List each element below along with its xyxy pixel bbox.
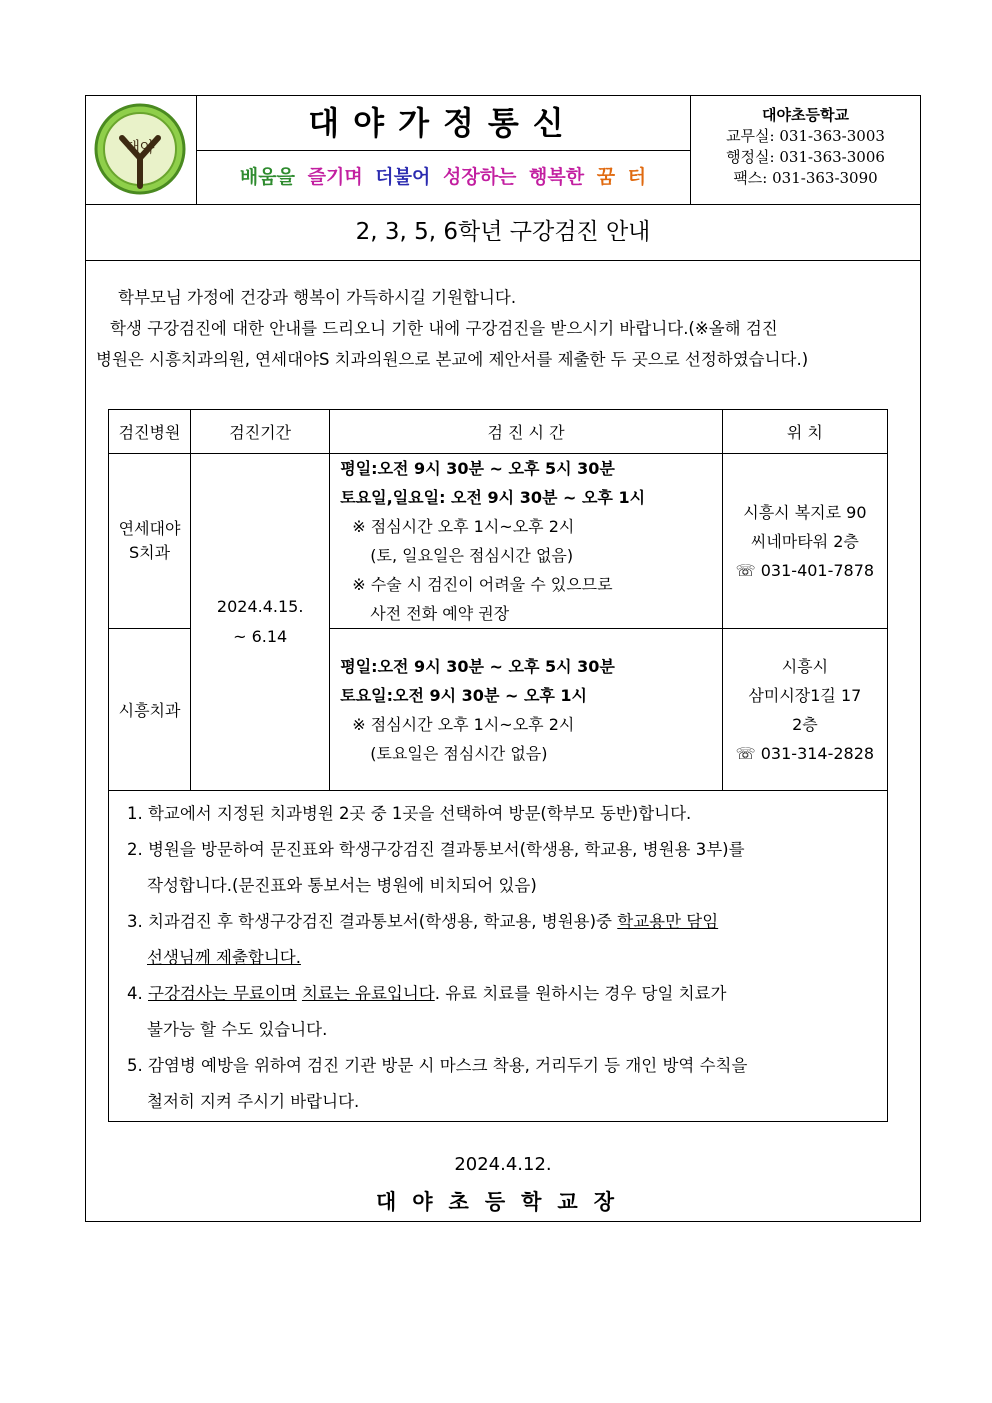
instruction-text: 3. 치과검진 후 학생구강검진 결과통보서(학생용, 학교용, 병원용)중: [127, 912, 618, 931]
address-line: 2층: [792, 714, 818, 734]
newsletter-title: 대야가정통신: [308, 104, 578, 142]
motto-word: 행복한: [529, 166, 585, 188]
intro-line: 학부모님 가정에 건강과 행복이 가득하시길 기원합니다.: [118, 288, 517, 307]
instruction-underlined: 학교용만 담임: [617, 912, 719, 931]
col-header-period: 검진기간: [191, 410, 330, 454]
motto-word: 성장하는: [442, 166, 517, 188]
instruction-item-cont: 불가능 할 수도 있습니다.: [147, 1020, 328, 1039]
instruction-item-cont: [127, 940, 873, 976]
period-start: 2024.4.15.: [216, 597, 304, 616]
phone-number: ☏ 031-314-2828: [735, 743, 875, 763]
exam-hours: [330, 454, 723, 629]
instruction-item: 2. 병원을 방문하여 문진표와 학생구강검진 결과통보서(학생용, 학교용, 병원용 3부)를: [127, 840, 745, 859]
phone-office: 교무실: 031-363-3003: [726, 127, 885, 145]
weekday-hours: 평일:오전 9시 30분 ~ 오후 5시 30분: [340, 459, 615, 478]
address-line: 삼미시장1길 17: [748, 685, 862, 705]
instruction-underlined: 구강검사는 무료이며: [148, 984, 297, 1003]
instruction-underlined: 치료는 유료입니다: [301, 984, 435, 1003]
exam-period: [191, 454, 330, 791]
logo-text: 대야: [125, 138, 155, 156]
hospital-location: [722, 629, 887, 791]
instruction-item-cont: 작성합니다.(문진표와 통보서는 병원에 비치되어 있음): [147, 876, 537, 895]
phone-number: ☏ 031-401-7878: [735, 560, 875, 580]
table-row: [109, 454, 888, 629]
surgery-note: ※ 수술 시 검진이 어려울 수 있으므로: [352, 575, 613, 594]
lunch-note-detail: (토, 일요일은 점심시간 없음): [370, 546, 574, 565]
weekday-hours: 평일:오전 9시 30분 ~ 오후 5시 30분: [340, 656, 615, 676]
address-line: 씨네마타워 2층: [750, 531, 859, 551]
surgery-note-detail: 사전 전화 예약 권장: [370, 604, 510, 623]
motto-word: 꿈: [596, 166, 616, 188]
phone-admin: 행정실: 031-363-3006: [726, 148, 885, 166]
period-end: ~ 6.14: [233, 627, 288, 646]
motto-word: 즐기며: [307, 166, 363, 188]
instruction-number: 4.: [127, 984, 148, 1003]
letter-header: [86, 96, 920, 205]
intro-text: [96, 282, 906, 375]
col-header-time: 검 진 시 간: [330, 410, 723, 454]
intro-line: 병원은 시흥치과의원, 연세대야S 치과의원으로 본교에 제안서를 제출한 두 곳으로 선정하였습니다.): [96, 350, 809, 369]
exam-hours: [330, 629, 723, 791]
instructions-box: [108, 788, 888, 1122]
school-contact: [690, 96, 920, 204]
instruction-item-cont: 철저히 지켜 주시기 바랍니다.: [147, 1092, 360, 1111]
lunch-note: ※ 점심시간 오후 1시~오후 2시: [352, 714, 575, 734]
letter-date: 2024.4.12.: [454, 1154, 552, 1175]
instruction-item: [127, 904, 873, 940]
intro-line: 학생 구강검진에 대한 안내를 드리오니 기한 내에 구강검진을 받으시기 바랍니다.(※올해 검진: [110, 319, 778, 338]
lunch-note-detail: (토요일은 점심시간 없음): [370, 743, 548, 763]
fax-number: 팩스: 031-363-3090: [733, 169, 878, 187]
motto-word: 터: [627, 166, 647, 188]
instruction-item: [127, 976, 873, 1012]
lunch-note: ※ 점심시간 오후 1시~오후 2시: [352, 517, 575, 536]
title-cell: [196, 96, 690, 151]
hospital-name: 시흥치과: [109, 629, 191, 791]
motto-word: 배움을: [239, 166, 295, 188]
hospital-location: [722, 454, 887, 629]
hospital-name: [109, 454, 191, 629]
principal-signature: 대야초등학교장: [375, 1190, 630, 1214]
school-name: 대야초등학교: [762, 106, 849, 124]
col-header-hospital: 검진병원: [109, 410, 191, 454]
hospital-name-line: 연세대야: [118, 519, 181, 538]
address-line: 시흥시: [781, 656, 829, 676]
instruction-item: 1. 학교에서 지정된 치과병원 2곳 중 1곳을 선택하여 방문(학부모 동반)합니다.: [127, 804, 692, 823]
letter-frame: [85, 95, 921, 1222]
school-motto: [196, 150, 690, 204]
logo-cell: [86, 96, 197, 204]
hospital-name-line: S치과: [129, 543, 171, 562]
school-logo: [92, 100, 188, 198]
col-header-location: 위 치: [722, 410, 887, 454]
instruction-text: . 유료 치료를 원하시는 경우 당일 치료가: [434, 984, 727, 1003]
address-line: 시흥시 복지로 90: [743, 502, 867, 522]
schedule-table: [108, 409, 888, 791]
table-header-row: [109, 410, 888, 454]
weekend-hours: 토요일,일요일: 오전 9시 30분 ~ 오후 1시: [340, 488, 646, 507]
notice-subtitle: 2, 3, 5, 6학년 구강검진 안내: [86, 204, 920, 261]
instruction-underlined: 선생님께 제출합니다.: [147, 948, 301, 967]
weekend-hours: 토요일:오전 9시 30분 ~ 오후 1시: [340, 685, 588, 705]
motto-word: 더불어: [375, 166, 431, 188]
instruction-item: 5. 감염병 예방을 위하여 검진 기관 방문 시 마스크 착용, 거리두기 등 개인 방역 수칙을: [127, 1056, 748, 1075]
